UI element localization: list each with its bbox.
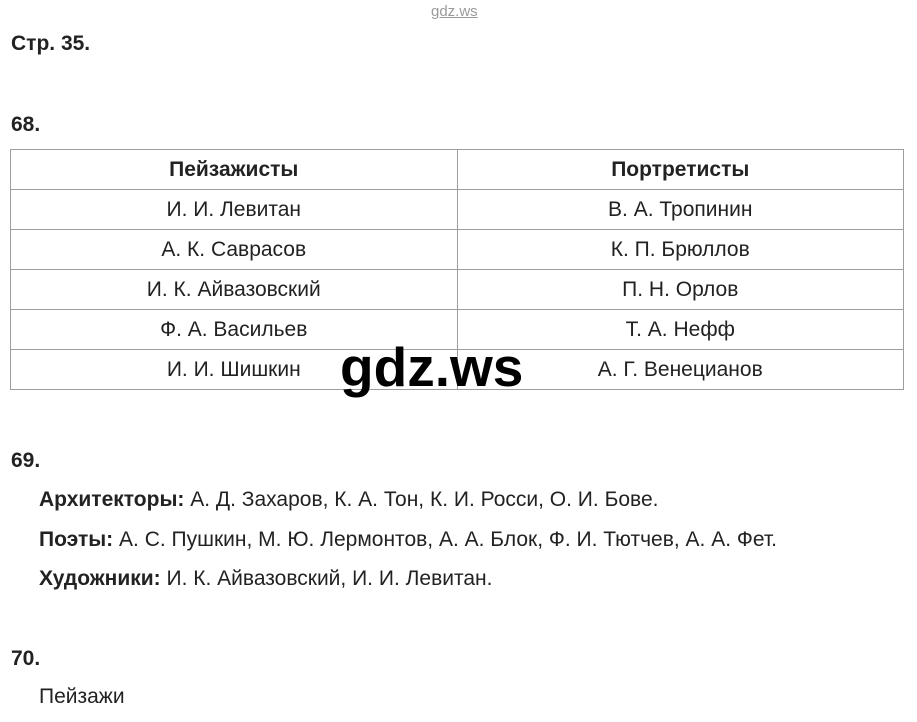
table-cell: И. И. Шишкин — [11, 350, 458, 390]
task-69-number: 69. — [11, 449, 41, 472]
table-header-row — [11, 150, 904, 190]
table-cell: Т. А. Нефф — [457, 310, 904, 350]
watermark-top: gdz.ws — [431, 3, 478, 20]
header-portrait-painters: Портретисты — [457, 150, 904, 190]
architects-text: А. Д. Захаров, К. А. Тон, К. И. Росси, О. И. Бове. — [184, 488, 659, 511]
table-cell: К. П. Брюллов — [457, 230, 904, 270]
poets-label: Поэты: — [39, 528, 114, 551]
painters-label: Художники: — [39, 567, 161, 590]
task-70-number: 70. — [11, 647, 41, 670]
watermark-big: gdz.ws — [340, 336, 524, 398]
table-row — [11, 230, 904, 270]
table-cell: Ф. А. Васильев — [11, 310, 458, 350]
poets-text: А. С. Пушкин, М. Ю. Лермонтов, А. А. Блок, Ф. И. Тютчев, А. А. Фет. — [113, 528, 777, 551]
painters-text: И. К. Айвазовский, И. И. Левитан. — [160, 567, 493, 590]
painters-line — [39, 567, 492, 591]
page-reference: Стр. 35. — [11, 32, 91, 55]
table-cell: А. Г. Венецианов — [457, 350, 904, 390]
poets-line — [39, 528, 777, 552]
table-row — [11, 270, 904, 310]
table-cell: А. К. Саврасов — [11, 230, 458, 270]
table-cell: И. К. Айвазовский — [11, 270, 458, 310]
architects-label: Архитекторы: — [39, 488, 185, 511]
table-cell: П. Н. Орлов — [457, 270, 904, 310]
table-cell: В. А. Тропинин — [457, 190, 904, 230]
task-70-text: Пейзажи — [39, 685, 125, 708]
architects-line — [39, 488, 658, 512]
header-landscape-painters: Пейзажисты — [11, 150, 458, 190]
table-row — [11, 190, 904, 230]
task-68-number: 68. — [11, 113, 41, 136]
table-cell: И. И. Левитан — [11, 190, 458, 230]
